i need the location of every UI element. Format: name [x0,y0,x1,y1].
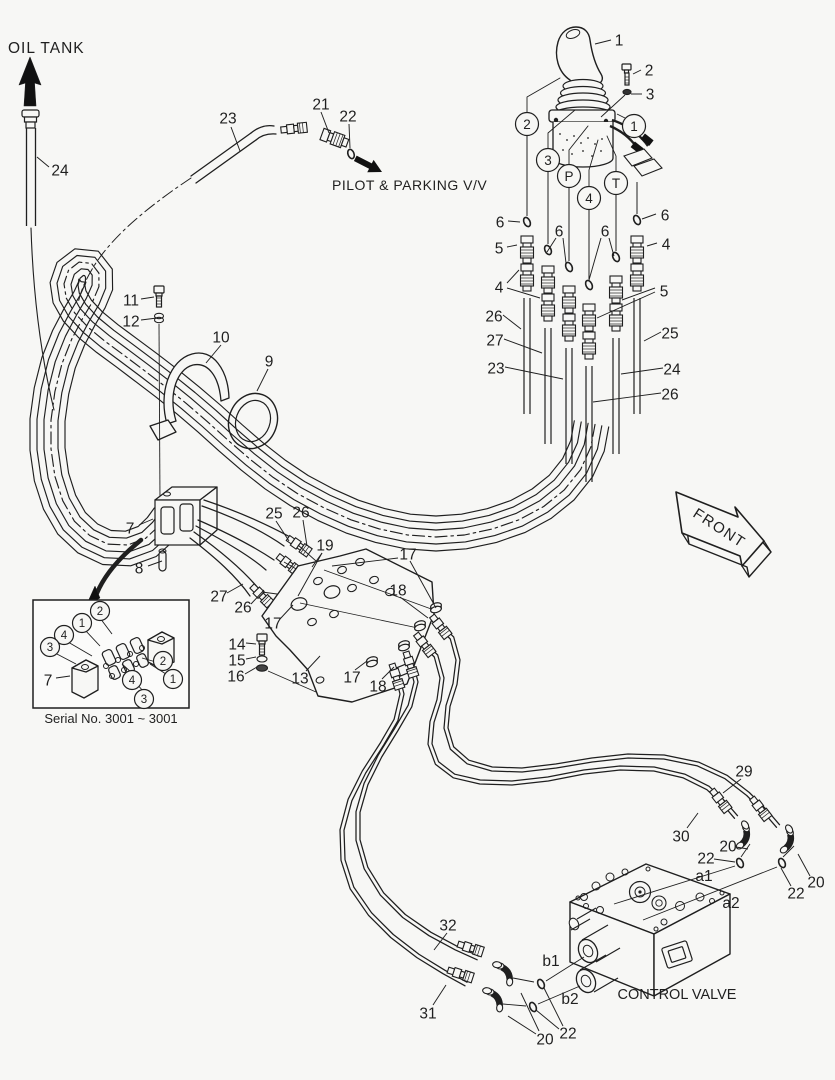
part-label-10: 10 [212,329,230,347]
part-label-4: 4 [494,279,504,297]
part-label-18: 18 [369,678,387,696]
part-label-31: 31 [419,1005,437,1023]
part-label-8: 8 [134,560,144,578]
part-label-6: 6 [554,223,564,241]
part-label-26: 26 [485,308,503,326]
part-label-12: 12 [122,313,140,331]
part-label-22: 22 [697,850,715,868]
part-label-23: 23 [487,360,505,378]
part-label-4: 4 [661,236,671,254]
part-label-2: 2 [644,62,654,80]
circled-label-4: 4 [128,675,136,688]
part-label-6: 6 [660,207,670,225]
part-label-7: 7 [125,520,135,538]
part-label-14: 14 [228,636,246,654]
part-label-30: 30 [672,828,690,846]
part-label-27: 27 [210,588,228,606]
part-label-16: 16 [227,668,245,686]
port-label-b2: b2 [561,991,579,1008]
part-label-27: 27 [486,332,504,350]
part-label-7: 7 [43,672,53,690]
serial-number-note: Serial No. 3001 ~ 3001 [44,711,178,726]
part-label-21: 21 [312,96,330,114]
oil-tank-label: OIL TANK [8,40,85,57]
port-label-a2: a2 [722,895,740,912]
part-label-17: 17 [399,546,417,564]
part-label-32: 32 [439,917,457,935]
part-label-9: 9 [264,353,274,371]
part-label-26: 26 [234,599,252,617]
part-label-29: 29 [735,763,753,781]
part-label-3: 3 [645,86,655,104]
part-label-15: 15 [228,652,246,670]
circled-label-1: 1 [78,618,86,631]
part-label-20: 20 [719,838,737,856]
pilot-parking-valve-label: PILOT & PARKING V/V [332,177,488,193]
part-label-17: 17 [264,615,282,633]
circled-label-3: 3 [544,152,552,168]
part-label-6: 6 [495,214,505,232]
circled-label-2: 2 [523,116,531,132]
part-label-24: 24 [663,361,681,379]
part-label-20: 20 [807,874,825,892]
control-valve-label: CONTROL VALVE [617,987,737,1003]
port-label-a1: a1 [695,868,713,885]
part-label-25: 25 [661,325,679,343]
part-label-22: 22 [787,885,805,903]
part-label-26: 26 [661,386,679,404]
part-label-20: 20 [536,1031,554,1049]
circled-label-2: 2 [159,656,167,669]
circled-label-4: 4 [585,190,593,206]
part-label-23: 23 [219,110,237,128]
part-label-13: 13 [291,670,309,688]
circled-label-4: 4 [60,630,68,643]
part-label-22: 22 [559,1025,577,1043]
part-label-26: 26 [292,504,310,522]
part-label-17: 17 [343,669,361,687]
part-label-5: 5 [659,283,669,301]
circled-label-T: T [611,175,621,191]
part-label-24: 24 [51,162,69,180]
part-label-19: 19 [316,537,334,555]
part-label-18: 18 [389,582,407,600]
front-direction-label: FRONT [689,505,749,552]
part-label-5: 5 [494,240,504,258]
circled-label-1: 1 [630,118,638,134]
circled-label-2: 2 [96,606,104,619]
circled-label-3: 3 [46,642,54,655]
part-label-6: 6 [600,223,610,241]
part-label-25: 25 [265,505,283,523]
circled-label-P: P [564,168,574,184]
circled-label-1: 1 [169,674,177,687]
port-label-b1: b1 [542,953,560,970]
part-label-1: 1 [614,32,624,50]
part-label-22: 22 [339,108,357,126]
part-label-11: 11 [122,292,140,310]
circled-label-3: 3 [140,694,148,707]
